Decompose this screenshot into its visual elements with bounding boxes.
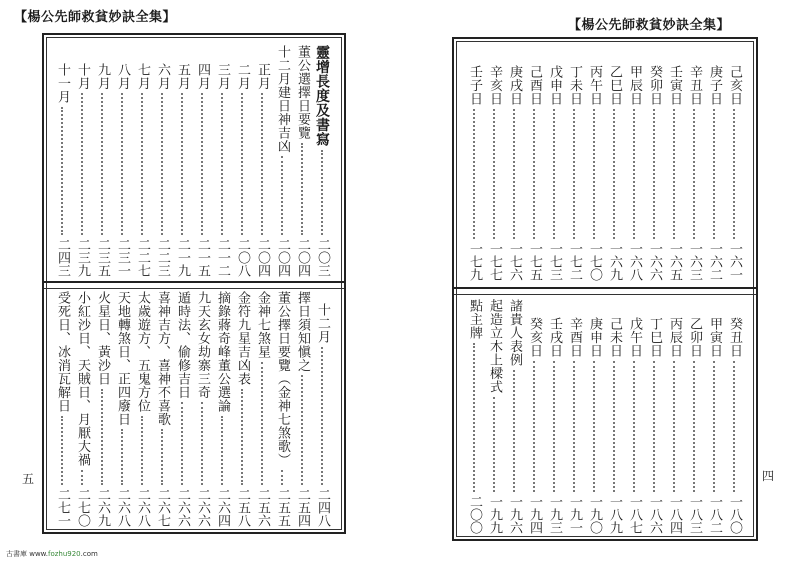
toc-entry-title: 點主牌	[467, 299, 482, 340]
toc-entry-title: 三月	[215, 63, 230, 90]
dot-leader	[221, 416, 223, 486]
dot-leader	[713, 361, 715, 493]
dot-leader	[493, 109, 495, 240]
toc-entry-title: 甲辰日	[627, 65, 642, 106]
dot-leader	[281, 470, 283, 486]
toc-entry	[664, 299, 684, 534]
toc-entry	[664, 65, 684, 281]
toc-entry	[684, 299, 704, 534]
toc-entry-title: 己酉日	[527, 65, 542, 106]
divider	[454, 287, 756, 295]
toc-entry-title: 金符九星吉凶表	[235, 291, 250, 386]
right-toc-top	[454, 51, 756, 281]
toc-entry	[72, 45, 92, 277]
left-page-header: 【楊公先師救貧妙訣全集】	[14, 10, 177, 25]
toc-entry	[644, 299, 664, 534]
toc-entry-title: 八月	[115, 63, 130, 90]
toc-entry-page: 一七七	[487, 242, 502, 281]
dot-leader	[161, 429, 163, 485]
toc-entry	[72, 291, 92, 527]
toc-entry-page: 二五四	[295, 488, 310, 527]
dot-leader	[493, 397, 495, 493]
toc-entry-title: 庚戌日	[507, 65, 522, 106]
toc-entry-title: 十二月	[315, 303, 330, 344]
toc-entry-page: 一六六	[647, 242, 662, 281]
toc-entry	[272, 291, 292, 527]
watermark-prefix: 古書庫 www.	[6, 550, 48, 558]
dot-leader	[101, 93, 103, 235]
dot-leader	[513, 370, 515, 493]
toc-entry-page: 二七一	[55, 488, 70, 527]
toc-entry-page: 一六八	[627, 242, 642, 281]
dot-leader	[473, 109, 475, 240]
dot-leader	[141, 93, 143, 235]
toc-entry-title: 四月	[195, 63, 210, 90]
toc-entry-title: 喜神吉方、喜神不喜歌	[155, 291, 170, 426]
toc-entry-title: 擇日須知愼之	[295, 291, 310, 372]
toc-entry-page: 二六六	[175, 488, 190, 527]
right-page-header: 【楊公先師救貧妙訣全集】	[568, 18, 731, 33]
toc-entry	[52, 291, 72, 527]
dot-leader	[513, 109, 515, 240]
left-toc-top	[44, 45, 344, 277]
toc-entry-page: 二二三	[155, 238, 170, 277]
toc-entry-page: 二一五	[195, 238, 210, 277]
toc-entry-title: 十二月建日神吉凶	[275, 45, 290, 153]
dot-leader	[261, 362, 263, 486]
dot-leader	[733, 109, 735, 240]
dot-leader	[101, 389, 103, 486]
toc-entry-title: 辛酉日	[567, 317, 582, 358]
toc-entry-page: 二六八	[135, 488, 150, 527]
dot-leader	[201, 402, 203, 485]
toc-entry-page: 一九一	[567, 495, 582, 534]
dot-leader	[221, 93, 223, 235]
dot-leader	[733, 361, 735, 493]
dot-leader	[321, 347, 323, 486]
toc-entry-page: 一六九	[607, 242, 622, 281]
toc-entry-page: 二五八	[235, 488, 250, 527]
left-page-number: 五	[22, 472, 35, 486]
dot-leader	[141, 416, 143, 486]
toc-entry-page: 二六九	[95, 488, 110, 527]
toc-entry	[624, 299, 644, 534]
watermark	[6, 549, 98, 559]
toc-entry-page: 二四八	[315, 488, 330, 527]
toc-entry-title: 乙卯日	[687, 317, 702, 358]
toc-entry-page: 二一二	[215, 238, 230, 277]
toc-entry-title: 十月	[75, 63, 90, 90]
toc-entry-page: 二六六	[195, 488, 210, 527]
toc-entry-page: 二三五	[95, 238, 110, 277]
toc-entry-page: 一八六	[647, 495, 662, 534]
toc-entry-page: 一八〇	[727, 495, 742, 534]
toc-entry	[564, 299, 584, 534]
toc-entry	[724, 65, 744, 281]
toc-entry-title: 丁巳日	[647, 317, 662, 358]
dot-leader	[81, 93, 83, 235]
dot-leader	[121, 93, 123, 235]
toc-entry-title: 遁時法、偷修吉日	[175, 291, 190, 399]
toc-entry-page: 二〇四	[275, 238, 290, 277]
toc-entry-page: 一八七	[627, 495, 642, 534]
toc-entry	[584, 299, 604, 534]
toc-entry-page: 二〇八	[235, 238, 250, 277]
dot-leader	[121, 429, 123, 485]
dot-leader	[473, 343, 475, 493]
toc-entry-page: 一八二	[707, 495, 722, 534]
toc-entry	[604, 299, 624, 534]
toc-entry	[484, 65, 504, 281]
toc-entry-title: 摘錄蔣奇峰董公選論	[215, 291, 230, 413]
toc-entry-title: 庚子日	[707, 65, 722, 106]
toc-entry-page: 二〇〇	[467, 495, 482, 534]
toc-entry	[524, 299, 544, 534]
toc-entry-page: 二二七	[135, 238, 150, 277]
toc-entry-page: 一六二	[707, 242, 722, 281]
toc-entry-title: 正月	[255, 63, 270, 90]
toc-entry-title: 壬子日	[467, 65, 482, 106]
toc-entry-title: 太歲遊方、五鬼方位	[135, 291, 150, 413]
dot-leader	[533, 109, 535, 240]
toc-entry	[312, 291, 332, 527]
toc-entry	[624, 65, 644, 281]
dot-leader	[181, 402, 183, 485]
toc-entry	[292, 291, 312, 527]
toc-entry-title: 辛亥日	[487, 65, 502, 106]
toc-entry	[544, 65, 564, 281]
dot-leader	[633, 361, 635, 493]
toc-entry-page: 二三一	[115, 238, 130, 277]
dot-leader	[261, 93, 263, 235]
toc-entry-page: 一九四	[527, 495, 542, 534]
divider	[44, 281, 344, 289]
toc-entry-page: 二〇四	[255, 238, 270, 277]
toc-entry-title: 小紅沙日、天賊日、月厭大禍	[75, 291, 90, 467]
dot-leader	[573, 109, 575, 240]
dot-leader	[321, 150, 323, 236]
toc-entry-title: 二月	[235, 63, 250, 90]
dot-leader	[713, 109, 715, 240]
dot-leader	[533, 361, 535, 493]
left-page-frame	[42, 33, 346, 534]
toc-entry-title: 癸亥日	[527, 317, 542, 358]
toc-entry-title: 癸丑日	[727, 317, 742, 358]
toc-entry-title: 諸貴人表例	[507, 299, 522, 367]
toc-entry-page: 二四三	[55, 238, 70, 277]
toc-entry-page: 一九六	[507, 495, 522, 534]
toc-entry-page: 二〇四	[295, 238, 310, 277]
toc-entry	[272, 45, 292, 277]
dot-leader	[201, 93, 203, 235]
dot-leader	[553, 109, 555, 240]
toc-entry-page: 一八四	[667, 495, 682, 534]
dot-leader	[281, 156, 283, 235]
right-page-number: 四	[762, 469, 775, 483]
dot-leader	[673, 361, 675, 493]
toc-entry	[292, 45, 312, 277]
toc-entry-page: 一八九	[607, 495, 622, 534]
toc-entry-page: 一九三	[547, 495, 562, 534]
toc-entry-title: 甲寅日	[707, 317, 722, 358]
toc-entry-page: 一六三	[687, 242, 702, 281]
toc-entry-page: 一七三	[547, 242, 562, 281]
dot-leader	[301, 143, 303, 236]
toc-entry-page: 一九〇	[587, 495, 602, 534]
toc-entry-title: 十一月	[55, 63, 70, 104]
toc-entry-page: 一七九	[467, 242, 482, 281]
toc-entry	[192, 45, 212, 277]
toc-entry	[112, 291, 132, 527]
toc-entry	[564, 65, 584, 281]
toc-entry-title: 受死日、冰消瓦解日	[55, 291, 70, 413]
toc-entry-page: 一七六	[507, 242, 522, 281]
dot-leader	[593, 109, 595, 240]
toc-entry	[92, 291, 112, 527]
toc-entry	[132, 291, 152, 527]
toc-entry	[704, 65, 724, 281]
toc-entry-title: 己未日	[607, 317, 622, 358]
dot-leader	[161, 93, 163, 235]
toc-entry-page: 一八三	[687, 495, 702, 534]
toc-entry	[232, 291, 252, 527]
toc-entry-title: 庚申日	[587, 317, 602, 358]
dot-leader	[61, 107, 63, 236]
dot-leader	[181, 93, 183, 235]
toc-entry-title: 七月	[135, 63, 150, 90]
toc-entry	[132, 45, 152, 277]
toc-entry-page: 二五五	[275, 488, 290, 527]
toc-entry-title: 乙巳日	[607, 65, 622, 106]
left-toc-bottom	[44, 291, 344, 527]
dot-leader	[81, 470, 83, 486]
toc-entry	[152, 291, 172, 527]
toc-entry-title: 天地轉煞日、正四廢日	[115, 291, 130, 426]
dot-leader	[653, 361, 655, 493]
toc-entry	[152, 45, 172, 277]
toc-entry-title: 丙辰日	[667, 317, 682, 358]
toc-entry-page: 二三九	[75, 238, 90, 277]
dot-leader	[553, 361, 555, 493]
dot-leader	[653, 109, 655, 240]
toc-entry-title: 董公選擇日要覽	[295, 45, 310, 140]
toc-entry	[584, 65, 604, 281]
dot-leader	[241, 389, 243, 486]
toc-entry	[724, 299, 744, 534]
toc-entry-title: 壬戌日	[547, 317, 562, 358]
toc-entry	[544, 299, 564, 534]
toc-entry	[112, 45, 132, 277]
dot-leader	[613, 361, 615, 493]
toc-entry-page: 二一九	[175, 238, 190, 277]
toc-entry-title: 五月	[175, 63, 190, 90]
right-toc-bottom	[454, 299, 756, 534]
toc-entry	[604, 65, 624, 281]
toc-entry	[232, 45, 252, 277]
watermark-domain: fozhu920	[47, 550, 81, 558]
toc-entry	[504, 65, 524, 281]
watermark-tld: .com	[80, 550, 98, 558]
toc-entry	[524, 65, 544, 281]
toc-entry	[92, 45, 112, 277]
toc-entry-title: 九天玄女劫寨三奇	[195, 291, 210, 399]
dot-leader	[693, 109, 695, 240]
toc-entry-page: 二六四	[215, 488, 230, 527]
toc-entry-page: 一七二	[567, 242, 582, 281]
toc-entry-title: 己亥日	[727, 65, 742, 106]
toc-entry-title: 丁未日	[567, 65, 582, 106]
toc-entry	[704, 299, 724, 534]
dot-leader	[61, 416, 63, 486]
toc-entry-title: 起造立木上樑式	[487, 299, 502, 394]
toc-entry-page: 一九九	[487, 495, 502, 534]
toc-entry-title: 辛丑日	[687, 65, 702, 106]
toc-entry-page: 二〇三	[315, 238, 330, 277]
dot-leader	[673, 109, 675, 240]
toc-entry	[252, 45, 272, 277]
dot-leader	[593, 361, 595, 493]
toc-entry	[52, 45, 72, 277]
toc-entry-title: 金神七煞星	[255, 291, 270, 359]
toc-entry	[644, 65, 664, 281]
toc-entry-page: 一六五	[667, 242, 682, 281]
toc-entry-page: 一六一	[727, 242, 742, 281]
dot-leader	[633, 109, 635, 240]
toc-entry-page: 二六七	[155, 488, 170, 527]
toc-entry-title: 六月	[155, 63, 170, 90]
toc-entry-title: 靈增長度及書寫	[314, 45, 330, 147]
dot-leader	[573, 361, 575, 493]
toc-entry	[684, 65, 704, 281]
toc-entry-title: 戊申日	[547, 65, 562, 106]
toc-entry-title: 九月	[95, 63, 110, 90]
toc-entry-page: 二五六	[255, 488, 270, 527]
toc-entry	[192, 291, 212, 527]
dot-leader	[613, 109, 615, 240]
toc-entry	[212, 45, 232, 277]
toc-entry-page: 一七五	[527, 242, 542, 281]
toc-entry-title: 戊午日	[627, 317, 642, 358]
toc-entry-title: 火星日、黃沙日	[95, 291, 110, 386]
toc-entry	[484, 299, 504, 534]
toc-entry	[464, 65, 484, 281]
toc-entry	[212, 291, 232, 527]
toc-entry-page: 一七〇	[587, 242, 602, 281]
toc-entry	[312, 45, 332, 277]
toc-entry-page: 二六八	[115, 488, 130, 527]
toc-entry-title: 壬寅日	[667, 65, 682, 106]
toc-entry	[464, 299, 484, 534]
toc-entry-title: 癸卯日	[647, 65, 662, 106]
dot-leader	[241, 93, 243, 235]
right-page-frame	[452, 37, 758, 541]
dot-leader	[693, 361, 695, 493]
toc-entry	[504, 299, 524, 534]
toc-entry-title: 董公擇日要覽（金神七煞歌）	[275, 291, 290, 467]
toc-entry-title: 丙午日	[587, 65, 602, 106]
toc-entry	[252, 291, 272, 527]
toc-entry-page: 二七〇	[75, 488, 90, 527]
dot-leader	[301, 375, 303, 485]
toc-entry	[172, 45, 192, 277]
toc-entry	[172, 291, 192, 527]
